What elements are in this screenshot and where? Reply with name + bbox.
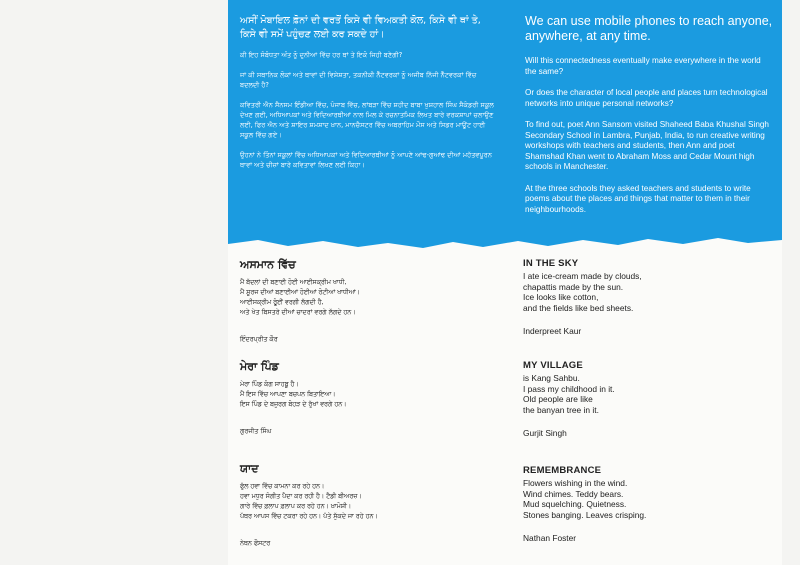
poem-en-in-the-sky	[523, 258, 773, 336]
poem-line: ਗਾਰੇ ਵਿੱਚ ਫ਼ਲਾਪ ਫ਼ਲਾਪ ਕਰ ਰਹੇ ਹਨ। ਖ਼ਾਮੋਸ਼ੀ।	[240, 503, 352, 510]
poem-line: ਪੱਥਰ ਆਪਸ ਵਿੱਚ ਟਕਰਾ ਰਹੇ ਹਨ। ਪੱਤੇ ਸੁੱਕਦੇ ਜਾ ਰਹੇ ਹਨ।	[240, 513, 378, 520]
poem-line: is Kang Sahbu.	[523, 373, 580, 383]
poem-title: ਅਸਮਾਨ ਵਿੱਚ	[240, 258, 296, 271]
poem-line: Old people are like	[523, 394, 593, 404]
poem-en-remembrance	[523, 465, 773, 543]
english-paragraph: At the three schools they asked teachers and students to write poems about the places and things that matter to them in their neighbourhoods.	[525, 183, 751, 214]
english-paragraph: To find out, poet Ann Sansom visited Shaheed Baba Khushal Singh Secondary School in Lambra, Punjab, India, to run creative writing workshops with teachers and students, then Ann and poet Shamshad Khan went to Abraham Moss and Cedar Mount high schools in Manchester.	[525, 120, 769, 171]
poem-author: ਨੇਥਨ ਫੌਸਟਰ	[240, 540, 271, 547]
punjabi-paragraph: ਉਹਨਾਂ ਨੇ ਤਿੰਨਾਂ ਸਕੂਲਾਂ ਵਿੱਚ ਅਧਿਆਪਕਾਂ ਅਤੇ ਵਿਦਿਆਰਥੀਆਂ ਨੂੰ ਆਪਣੇ ਆਂਢ-ਗੁਆਂਢ ਦੀਆਂ ਮਹੱਤਵਪੂਰਨ ਥਾਵਾਂ ਅਤੇ ਚੀਜ਼ਾਂ ਬਾਰੇ ਕਵਿਤਾਵਾਂ ਲਿਖਣ ਲਈ ਕਿਹਾ।	[240, 151, 493, 169]
punjabi-lead: ਅਸੀਂ ਮੋਬਾਇਲ ਫ਼ੋਨਾਂ ਦੀ ਵਰਤੋਂ ਕਿਸੇ ਵੀ ਵਿਅਕਤੀ ਕੋਲ, ਕਿਸੇ ਵੀ ਥਾਂ ਤੇ, ਕਿਸੇ ਵੀ ਸਮੇਂ ਪਹੁੰਚਣ ਲਈ ਕਰ ਸਕਦੇ ਹਾਂ।	[240, 15, 481, 40]
poem-line: Flowers wishing in the wind.	[523, 478, 628, 488]
poem-line: ਆਈਸਕ੍ਰੀਮ ਰੂੰਈਂ ਵਰਗੀ ਲੱਗਦੀ ਹੈ,	[240, 299, 324, 306]
poem-line: ਫੁੱਲ ਹਵਾ ਵਿੱਚ ਕਾਮਨਾ ਕਰ ਰਹੇ ਹਨ।	[240, 483, 325, 490]
poem-title: ਮੇਰਾ ਪਿੰਡ	[240, 360, 279, 373]
poem-author: Gurjit Singh	[523, 428, 567, 438]
poem-line: Stones banging. Leaves crisping.	[523, 509, 647, 520]
poem-line: the banyan tree in it.	[523, 404, 599, 415]
poem-title: ਯਾਦ	[240, 462, 259, 475]
poem-line: ਮੈਂ ਇਸ ਵਿੱਚ ਆਪਣਾ ਬਚਪਨ ਬਿਤਾਇਆ।	[240, 391, 336, 398]
torn-edge	[228, 226, 782, 250]
punjabi-intro	[240, 14, 496, 180]
poem-author: ਗੁਰਜੀਤ ਸਿੰਘ	[240, 428, 272, 435]
poem-author: ਇੰਦਰਪ੍ਰੀਤ ਕੌਰ	[240, 336, 278, 343]
poem-line: ਹਵਾ ਮਧੁਰ ਸੰਗੀਤ ਪੈਦਾ ਕਰ ਰਹੀ ਹੈ। ਟੈਡੀ ਬੀਅਰਜ਼।	[240, 493, 362, 500]
poem-author: Nathan Foster	[523, 533, 577, 543]
english-paragraph: Or does the character of local people and places turn technological networks into unique personal networks?	[525, 88, 768, 108]
punjabi-paragraph: ਜਾਂ ਕੀ ਸਥਾਨਿਕ ਲੋਕਾਂ ਅਤੇ ਥਾਵਾਂ ਦੀ ਵਿਸ਼ੇਸ਼ਤਾ, ਤਕਨੀਕੀ ਨੈੱਟਵਰਕਾਂ ਨੂੰ ਅਜੀਬ ਨਿੱਜੀ ਨੈੱਟਵਰਕਾਂ ਵਿੱਚ ਬਦਲਦੀ ਹੈ?	[240, 71, 477, 89]
poem-line: ਮੈਂ ਸੂਰਜ ਦੀਆਂ ਬਣਾਈਆਂ ਹੋਈਆਂ ਰੋਟੀਆਂ ਖਾਧੀਆਂ।	[240, 289, 360, 296]
poem-line: I pass my childhood in it.	[523, 383, 615, 394]
punjabi-paragraph: ਕਵਿਤਰੀ ਐਨ ਸੈਨਸਮ ਇੰਡੀਆ ਵਿੱਚ, ਪੰਜਾਬ ਵਿੱਚ, ਲਾਂਬੜਾ ਵਿੱਚ ਸ਼ਹੀਦ ਬਾਬਾ ਖੁਸ਼ਹਾਲ ਸਿੰਘ ਸੈਕੰਡਰੀ ਸਕੂਲ ਦੇਖਣ ਗਈ, ਅਧਿਆਪਕਾਂ ਅਤੇ ਵਿਦਿਆਰਥੀਆਂ ਨਾਲ ਮਿਲ ਕੇ ਰਚਨਾਤਮਿਕ ਲਿਖਤ ਬਾਰੇ ਵਰਕਸ਼ਾਪਾਂ ਚਲਾਉਣ ਲਈ, ਫਿਰ ਐਨ ਅਤੇ ਸ਼ਾਇਰ ਸ਼ਮਸ਼ਾਦ ਖ਼ਾਨ, ਮਾਨਚੈਸਟਰ ਵਿੱਚ ਅਬਰਾਹਿਮ ਮੌਸ ਅਤੇ ਸਿਡਰ ਮਾਊਂਟ ਹਾਈ ਸਕੂਲ ਵਿੱਚ ਗਏ।	[240, 101, 494, 139]
poem-pa-in-the-sky	[240, 258, 500, 344]
poem-line: ਮੈਂ ਬੱਦਲਾਂ ਦੀ ਬਣਾਈ ਹੋਈ ਆਈਸਕ੍ਰੀਮ ਖਾਧੀ,	[240, 279, 347, 286]
poem-line: chapattis made by the sun.	[523, 281, 624, 292]
poem-title: MY VILLAGE	[523, 360, 583, 371]
poem-pa-remembrance	[240, 462, 500, 548]
poem-line: ਇਸ ਪਿੰਡ ਦੇ ਬਜ਼ੁਰਗ ਬੋਹੜ ਦੇ ਰੁੱਖਾਂ ਵਰਗੇ ਹਨ।	[240, 401, 347, 408]
english-lead: We can use mobile phones to reach anyone, anywhere, at any time.	[525, 14, 773, 43]
poem-line: Wind chimes. Teddy bears.	[523, 488, 624, 499]
poem-title: REMEMBRANCE	[523, 465, 602, 476]
english-intro	[525, 14, 773, 226]
poem-line: Mud squelching. Quietness.	[523, 499, 627, 509]
poem-line: ਮੇਰਾ ਪਿੰਡ ਕੰਗ ਸਾਹਬੂ ਹੈ।	[240, 381, 299, 388]
english-paragraph: Will this connectedness eventually make everywhere in the world the same?	[525, 56, 761, 76]
poem-line: and the fields like bed sheets.	[523, 302, 634, 313]
poem-title: IN THE SKY	[523, 258, 579, 269]
poem-author: Inderpreet Kaur	[523, 326, 582, 336]
punjabi-paragraph: ਕੀ ਇਹ ਸੰਬੰਧਤਾ ਅੰਤ ਨੂੰ ਦੁਨੀਆਂ ਵਿੱਚ ਹਰ ਥਾਂ ਤੇ ਇਕੋ ਜਿਹੀ ਬਣੇਗੀ?	[240, 51, 403, 59]
poem-pa-my-village	[240, 360, 500, 436]
poem-line: Ice looks like cotton,	[523, 292, 599, 302]
poem-en-my-village	[523, 360, 773, 438]
poem-line: I ate ice-cream made by clouds,	[523, 271, 642, 281]
poem-line: ਅਤੇ ਖੇਤ ਬਿਸਤਰੇ ਦੀਆਂ ਚਾਦਰਾਂ ਵਰਗੇ ਲੱਗਦੇ ਹਨ।	[240, 309, 356, 316]
